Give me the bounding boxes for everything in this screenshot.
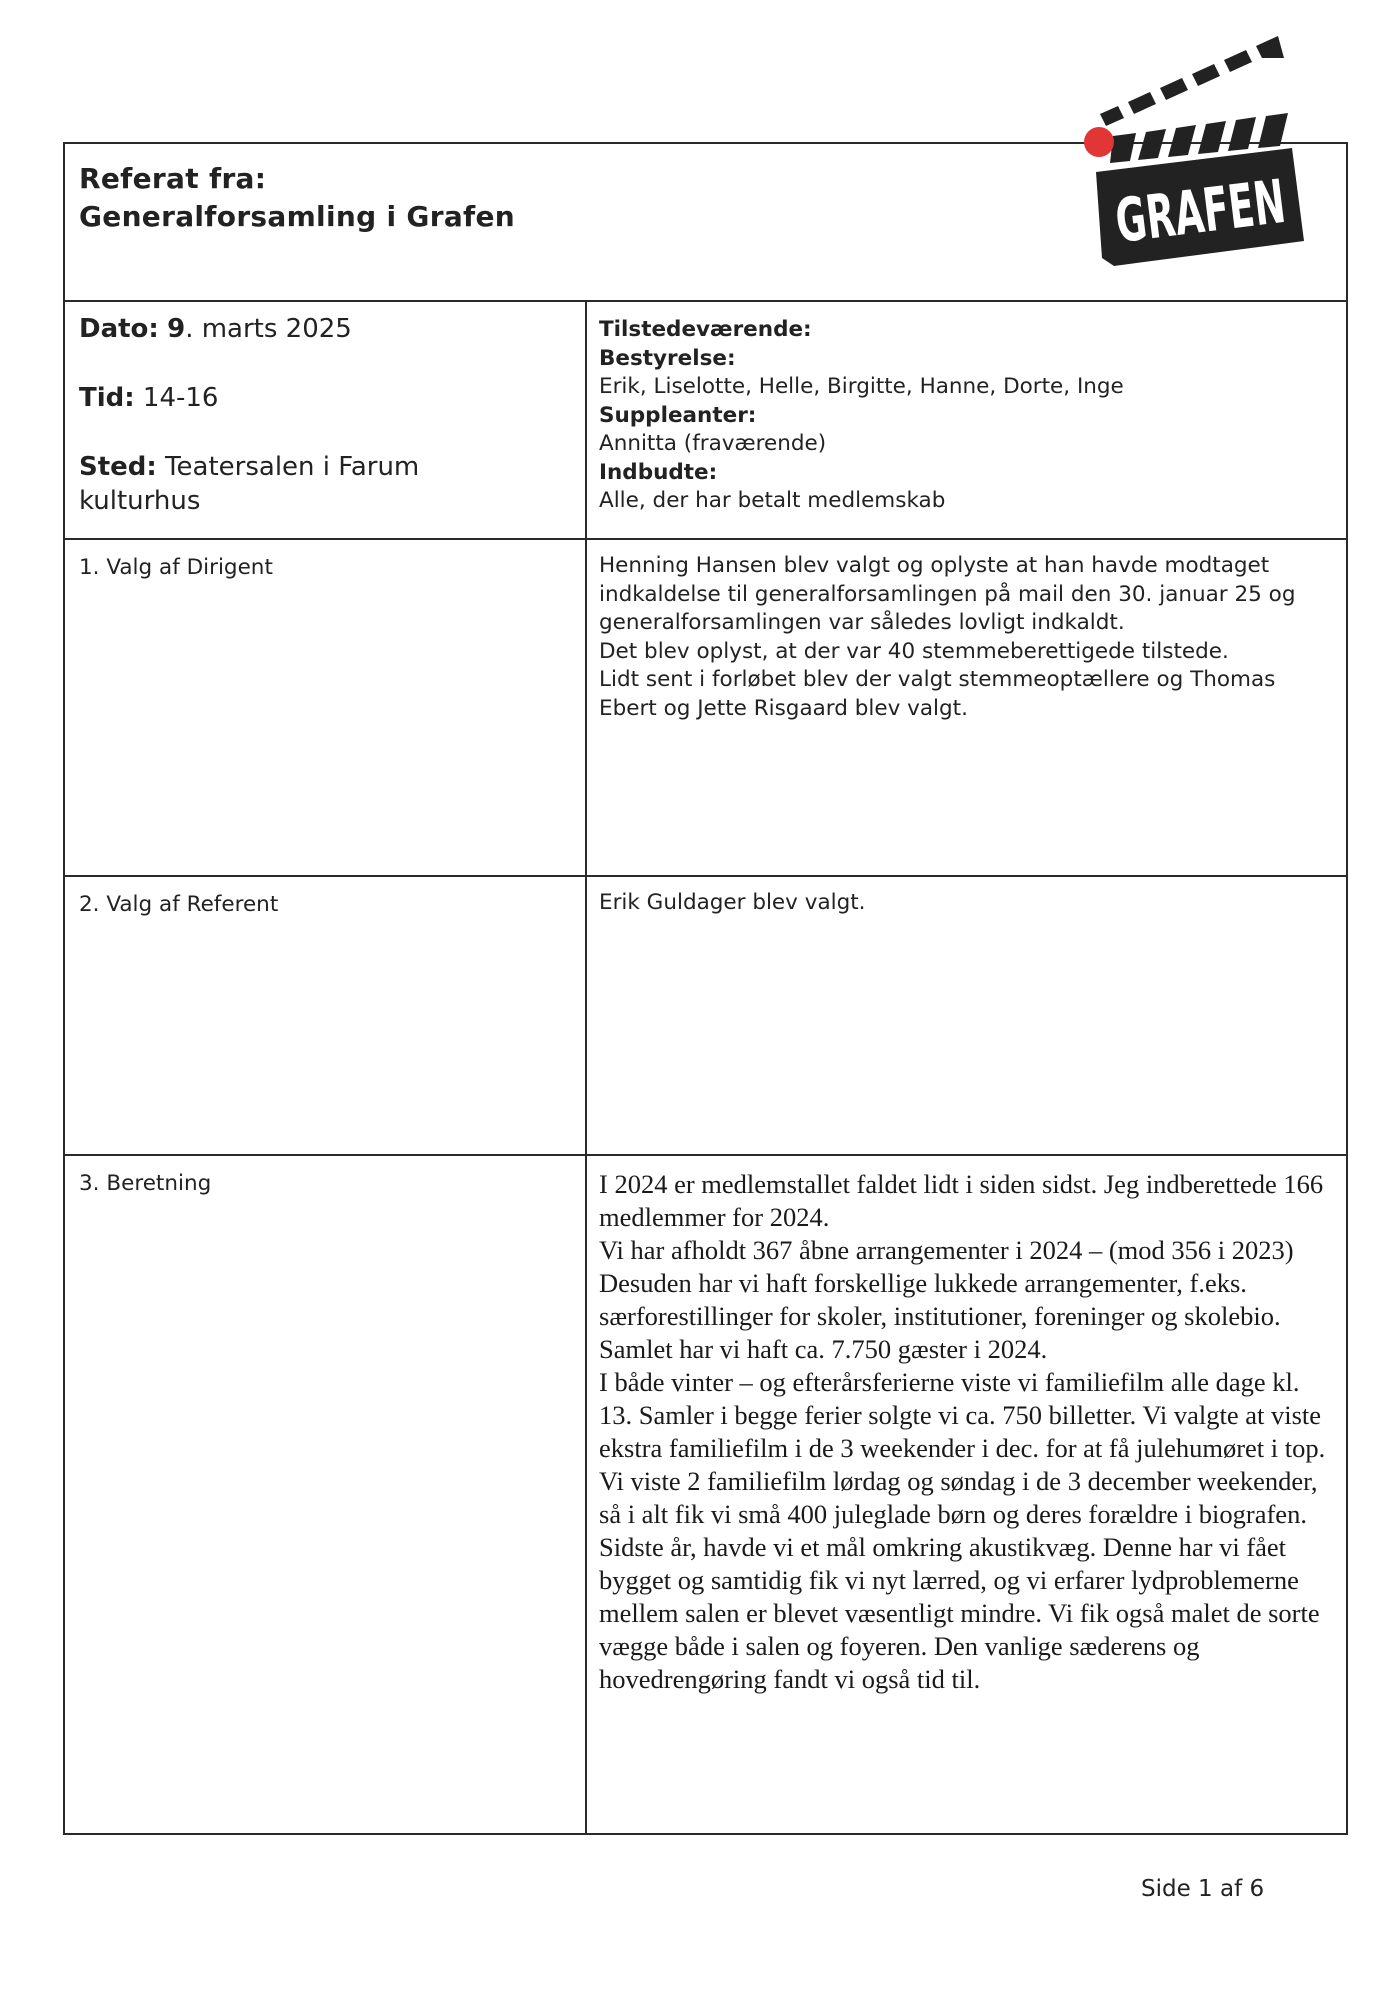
page-indicator: Side 1 af 6: [1141, 1876, 1265, 1902]
place-value-cont: kulturhus: [79, 486, 201, 516]
date-value: . marts 2025: [185, 314, 352, 344]
agenda-item-content: [587, 1156, 1346, 1696]
agenda-paragraph: I 2024 er medlemstallet faldet lidt i siden sidst. Jeg indberettede 166 medlemmer for 2024.: [599, 1169, 1324, 1232]
agenda-paragraph: Samlet har vi haft ca. 7.750 gæster i 2024.: [599, 1334, 1048, 1364]
agenda-item-label: 3. Beretning: [79, 1171, 212, 1196]
agenda-content-cell: [586, 876, 1347, 1155]
substitutes: Annitta (fraværende): [599, 431, 827, 456]
place-value: Teatersalen i Farum: [156, 452, 420, 482]
agenda-label-cell: [64, 1155, 586, 1834]
agenda-content-cell: [586, 539, 1347, 876]
attendance-cell: [586, 301, 1347, 539]
agenda-item-content: [587, 877, 1346, 918]
document-title-line2: Generalforsamling i Grafen: [79, 200, 516, 233]
substitutes-label: Suppleanter:: [599, 402, 757, 428]
meeting-time: [79, 381, 571, 415]
grafen-logo: [1058, 36, 1393, 266]
meta-row: [64, 301, 1347, 539]
meeting-date: [79, 312, 571, 346]
invited-label: Indbudte:: [599, 459, 718, 485]
place-label: Sted:: [79, 452, 157, 482]
agenda-paragraph: Sidste år, havde vi et mål omkring akustikvæg. Denne har vi fået bygget og samtidig fik vi nyt lærred, og vi erfarer lydproblemerne mellem salen er blevet væsentligt mindre. Vi fik også malet de sorte vægge både i salen og foyeren. Den vanlige sæderens og hovedrengøring fandt vi også tid til.: [599, 1532, 1320, 1694]
invited: Alle, der har betalt medlemskab: [599, 488, 946, 513]
document-title-line1: Referat fra:: [79, 162, 267, 195]
date-label: Dato:: [79, 314, 159, 344]
agenda-paragraph: Vi har afholdt 367 åbne arrangementer i 2024 – (mod 356 i 2023): [599, 1235, 1294, 1265]
minutes-table: [63, 142, 1393, 1835]
agenda-row: [64, 1155, 1347, 1834]
agenda-paragraph: Erik Guldager blev valgt.: [599, 890, 866, 915]
agenda-paragraph: Det blev oplyst, at der var 40 stemmeberettigede tilstede.: [599, 638, 1229, 664]
clapper-top-stripes: [1100, 36, 1284, 126]
board-members: Erik, Liselotte, Helle, Birgitte, Hanne, Dorte, Inge: [599, 374, 1124, 399]
board-label: Bestyrelse:: [599, 345, 736, 371]
meeting-details-cell: [64, 301, 586, 539]
time-value: 14-16: [134, 383, 219, 413]
agenda-item-label: 2. Valg af Referent: [79, 892, 279, 917]
logo-text: GRAFEN: [1111, 154, 1393, 258]
time-label: Tid:: [79, 383, 135, 413]
date-day: 9: [167, 314, 186, 344]
agenda-paragraph: Lidt sent i forløbet blev der valgt stemmeoptællere og Thomas Ebert og Jette Risgaard blev valgt.: [599, 667, 1276, 721]
agenda-paragraph: Desuden har vi haft forskellige lukkede arrangementer, f.eks. særforestillinger for skoler, institutioner, foreninger og skolebio.: [599, 1268, 1281, 1331]
meeting-place: [79, 450, 571, 518]
agenda-paragraph: Henning Hansen blev valgt og oplyste at han havde modtaget indkaldelse til generalforsamlingen på mail den 30. januar 25 og generalforsamlingen var således lovligt indkaldt.: [599, 553, 1296, 635]
agenda-row: [64, 876, 1347, 1155]
agenda-item-label: 1. Valg af Dirigent: [79, 555, 273, 580]
agenda-row: [64, 539, 1347, 876]
agenda-label-cell: [64, 539, 586, 876]
attendance-heading: Tilstedeværende:: [599, 317, 812, 342]
agenda-content-cell: [586, 1155, 1347, 1834]
agenda-paragraph: I både vinter – og efterårsferierne viste vi familiefilm alle dage kl. 13. Samler i begge ferier solgte vi ca. 750 billetter. Vi valgte at viste ekstra familiefilm i de 3 weekender i dec. for at få julehumøret i top. Vi viste 2 familiefilm lørdag og søndag i de 3 december weekender, så i alt fik vi små 400 juleglade børn og deres forældre i biografen.: [599, 1367, 1326, 1529]
agenda-item-content: [587, 540, 1346, 723]
agenda-label-cell: [64, 876, 586, 1155]
red-dot: [1084, 127, 1114, 157]
